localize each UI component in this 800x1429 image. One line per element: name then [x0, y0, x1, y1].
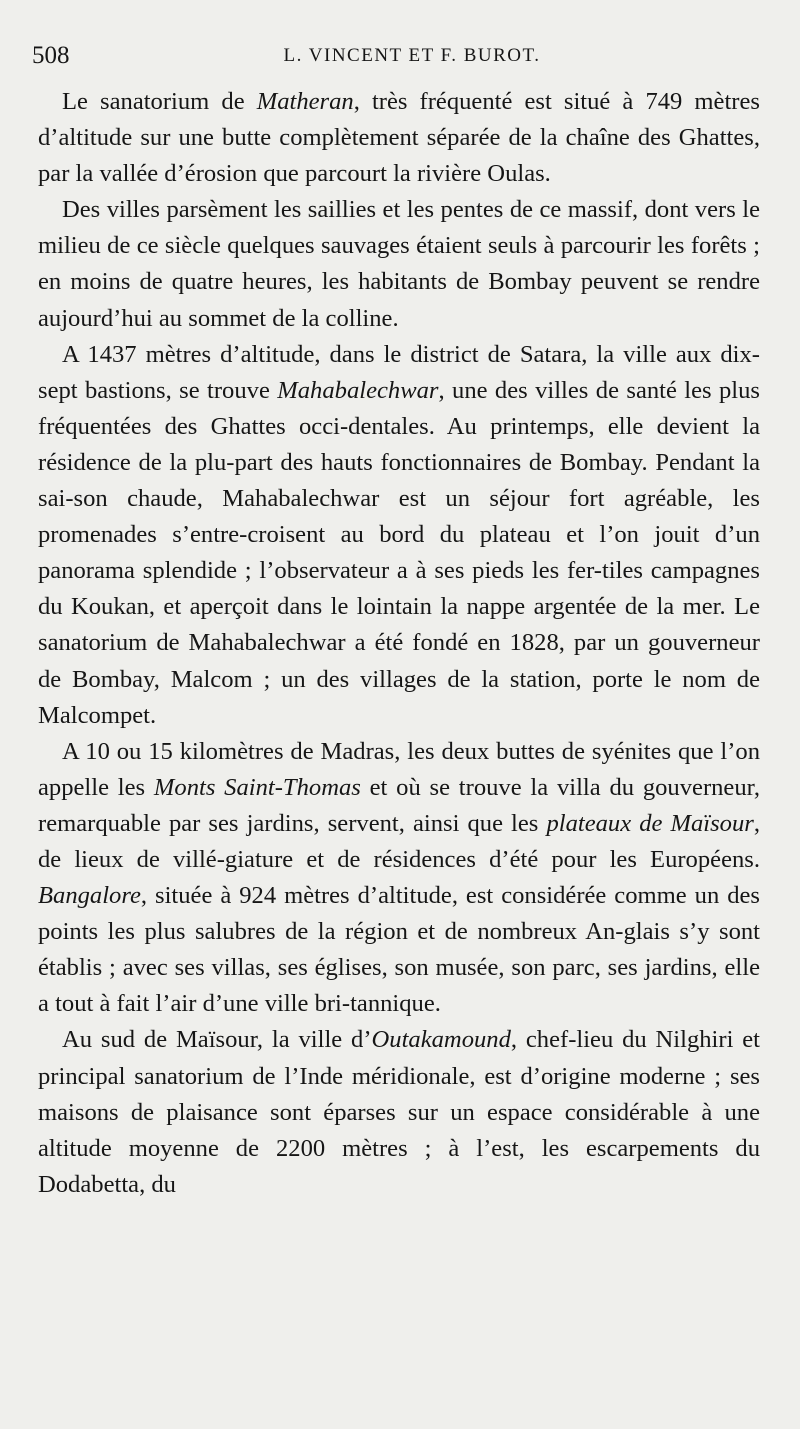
text-run: et où se trouve la villa du gouverneur, remarquable par ses jardins, servent, ainsi que les [38, 773, 760, 837]
text-run: Le sanatorium de [62, 88, 257, 115]
text-run: , de lieux de villé-giature et de résidences d’été pour les Européens. [38, 809, 760, 873]
text-run: Au sud de Maïsour, la ville d’ [62, 1026, 372, 1054]
italic-text: Mahabalechwar [277, 376, 439, 404]
text-run: , située à 924 mètres d’altitude, est considérée comme un des points les plus salubres de la région et de nombreux An-glais s’y sont établis ; avec ses villas, ses églises, son musée, son parc, ses jardins, elle a tout à fait l’air d’une ville bri-tannique. [38, 882, 760, 1018]
page-header [32, 36, 772, 76]
text-run: , très fréquenté est situé à 749 mètres d’altitude sur une butte complètement séparée de la chaîne des Ghattes, par la vallée d’érosion que parcourt la rivière Oulas. [38, 88, 760, 188]
italic-text: Matheran [256, 88, 354, 115]
text-run: A 1437 mètres d’altitude, dans le district de Satara, la ville aux dix-sept bastions, se trouve [38, 340, 760, 404]
text-run: A 10 ou 15 kilomètres de Madras, les deux buttes de syénites que l’on appelle les [38, 737, 760, 801]
italic-text: Bangalore [38, 882, 141, 910]
paragraph [38, 192, 760, 336]
italic-text: Monts Saint-Thomas [153, 773, 361, 801]
paragraph [38, 734, 760, 1023]
paragraph [38, 337, 760, 734]
running-head: L. VINCENT ET F. BUROT. [283, 45, 541, 66]
paragraph [38, 1022, 760, 1202]
italic-text: plateaux de Maïsour [546, 809, 754, 837]
page-number: 508 [32, 42, 70, 69]
paragraph [38, 84, 760, 192]
body-text [38, 84, 760, 1203]
text-run: , une des villes de santé les plus fréquentées des Ghattes occi-dentales. Au printemps, elle devient la résidence de la plu-part des hauts fonctionnaires de Bombay. Pendant la sai-son chaude, Mahabalechwar est un séjour fort agréable, les promenades s’entre-croisent au bord du plateau et l’on jouit d’un panorama splendide ; l’observateur a à ses pieds les fer-tiles campagnes du Koukan, et aperçoit dans le lointain la nappe argentée de la mer. Le sanatorium de Mahabalechwar a été fondé en 1828, par un gouverneur de Bombay, Malcom ; un des villages de la station, porte le nom de Malcompet. [38, 376, 761, 729]
text-run: , chef-lieu du Nilghiri et principal sanatorium de l’Inde méridionale, est d’origine moderne ; ses maisons de plaisance sont éparses sur un espace considérable à une altitude moyenne de 2200 mètres ; à l’est, les escarpements du Dodabetta, du [38, 1026, 760, 1198]
text-run: Des villes parsèment les saillies et les pentes de ce massif, dont vers le milieu de ce siècle quelques sauvages étaient seuls à parcourir les forêts ; en moins de quatre heures, les habitants de Bombay peuvent se rendre aujourd’hui au sommet de la colline. [38, 196, 760, 332]
italic-text: Outakamound [371, 1026, 511, 1054]
